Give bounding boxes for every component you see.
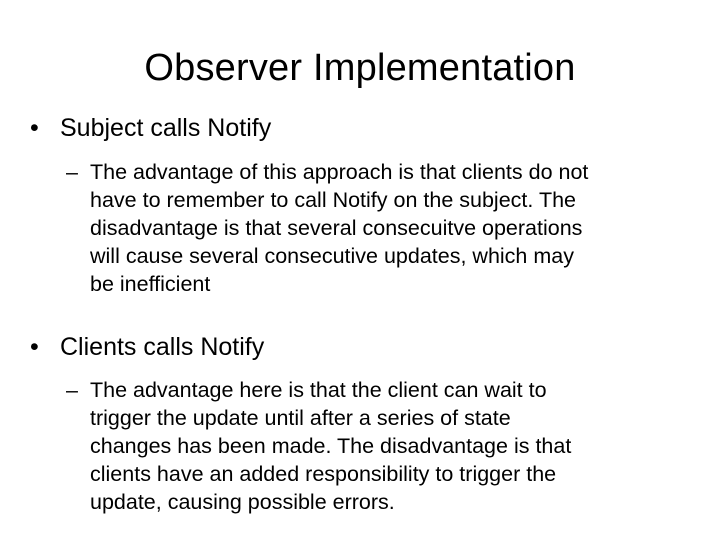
bullet-marker: • xyxy=(30,333,39,361)
bullet-text: Clients calls Notify xyxy=(60,333,265,361)
sub-bullet-marker: – xyxy=(66,160,78,184)
text-line: The advantage of this approach is that clients do not xyxy=(90,160,589,184)
bullet-text: Subject calls Notify xyxy=(60,114,272,142)
text-line: be inefficient xyxy=(90,272,211,296)
text-line: update, causing possible errors. xyxy=(90,490,395,514)
sub-bullet-text xyxy=(90,376,686,516)
sub-bullet-text xyxy=(90,158,686,298)
text-line: clients have an added responsibility to trigger the xyxy=(90,462,557,486)
bullet-marker: • xyxy=(30,114,39,142)
text-line: have to remember to call Notify on the subject. The xyxy=(90,188,576,212)
text-line: The advantage here is that the client can wait to xyxy=(90,378,547,402)
sub-bullet-marker: – xyxy=(66,378,78,402)
text-line: changes has been made. The disadvantage is that xyxy=(90,434,572,458)
text-line: trigger the update until after a series of state xyxy=(90,406,511,430)
text-line: will cause several consecutive updates, which may xyxy=(90,244,574,268)
text-line: disadvantage is that several consecuitve operations xyxy=(90,216,583,240)
slide-title: Observer Implementation xyxy=(144,47,576,89)
